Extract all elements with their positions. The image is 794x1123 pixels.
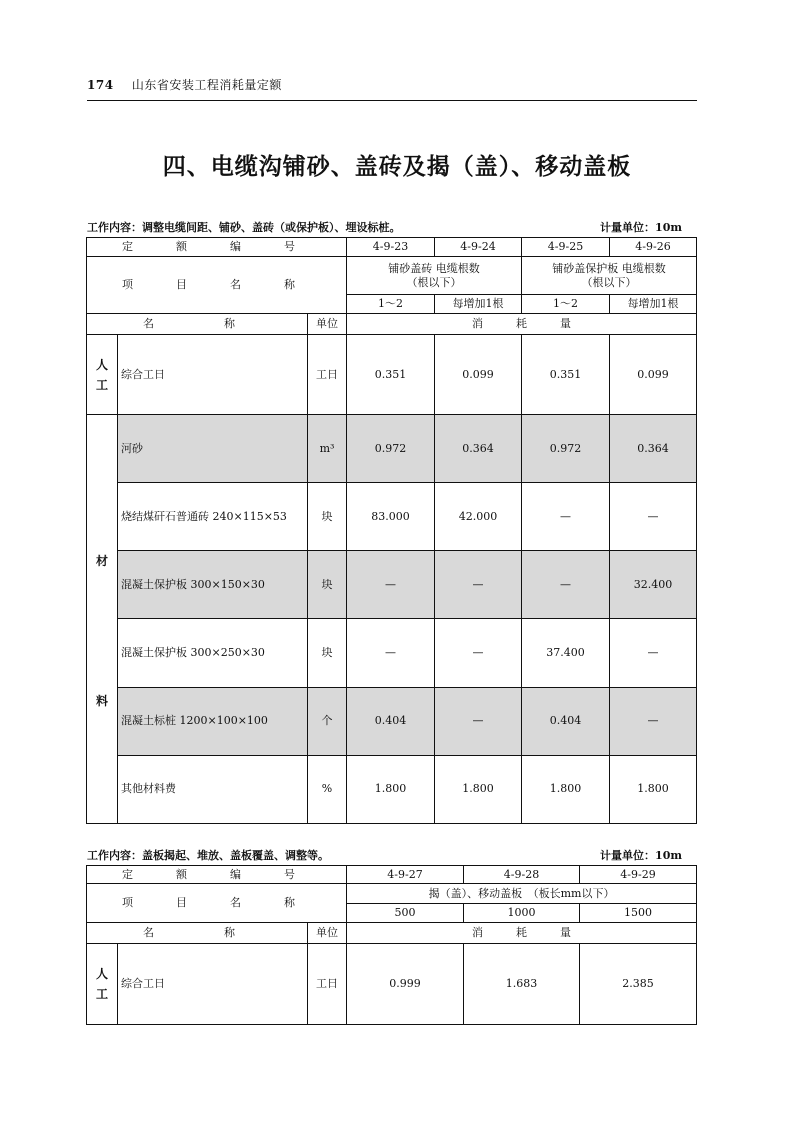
quota-code: 4-9-23	[347, 238, 435, 257]
value-cell: —	[435, 551, 522, 619]
resource-unit: %	[308, 755, 347, 823]
item-name-label: 项 目 名 称	[87, 257, 347, 314]
quota-code: 4-9-25	[522, 238, 610, 257]
resource-unit: m³	[308, 415, 347, 483]
value-cell: 0.364	[610, 415, 697, 483]
quota-code: 4-9-24	[435, 238, 522, 257]
quota-code-label: 定 额 编 号	[87, 238, 347, 257]
quota-code: 4-9-29	[580, 866, 697, 884]
subhead: 每增加1根	[610, 295, 697, 314]
value-cell: 0.351	[347, 335, 435, 415]
value-cell: 0.099	[610, 335, 697, 415]
value-cell: 37.400	[522, 619, 610, 687]
table-row	[87, 483, 697, 551]
name-label: 名 称	[87, 314, 308, 335]
value-cell: 0.099	[435, 335, 522, 415]
resource-unit: 块	[308, 551, 347, 619]
consumption-label: 消 耗 量	[347, 923, 697, 944]
group-header: 揭（盖）、移动盖板 （板长mm以下）	[347, 884, 697, 904]
subhead: 1000	[464, 904, 580, 923]
table-row	[87, 335, 697, 415]
resource-name: 烧结煤矸石普通砖 240×115×53	[118, 483, 308, 551]
value-cell: —	[522, 551, 610, 619]
value-cell: 0.404	[347, 687, 435, 755]
quota-code: 4-9-26	[610, 238, 697, 257]
value-cell: —	[435, 687, 522, 755]
resource-unit: 块	[308, 619, 347, 687]
value-cell: —	[610, 619, 697, 687]
value-cell: —	[347, 619, 435, 687]
value-cell: 1.800	[610, 755, 697, 823]
table-row	[87, 415, 697, 483]
resource-unit: 工日	[308, 944, 347, 1025]
resource-name: 混凝土保护板 300×150×30	[118, 551, 308, 619]
resource-unit: 工日	[308, 335, 347, 415]
value-cell: —	[610, 483, 697, 551]
work-content-1: 工作内容：调整电缆间距、铺砂、盖砖（或保护板）、埋设标桩。	[87, 221, 401, 234]
group-header: 铺砂盖砖 电缆根数 （根以下）	[347, 257, 522, 295]
value-cell: 1.800	[522, 755, 610, 823]
table-row	[87, 619, 697, 687]
book-title: 山东省安装工程消耗量定额	[131, 78, 282, 92]
unit-column-label: 单位	[308, 314, 347, 335]
resource-name: 河砂	[118, 415, 308, 483]
value-cell: 0.404	[522, 687, 610, 755]
category-labor-text: 人工	[95, 357, 108, 392]
value-cell: 32.400	[610, 551, 697, 619]
category-labor	[87, 335, 118, 415]
unit-label-2: 计量单位：10m	[600, 849, 682, 862]
quota-table-1	[86, 237, 697, 824]
category-labor-text: 人工	[95, 967, 108, 1001]
value-cell: 1.800	[347, 755, 435, 823]
category-labor	[87, 944, 118, 1025]
column-header-row	[87, 314, 697, 335]
value-cell: 0.972	[522, 415, 610, 483]
quota-code: 4-9-28	[464, 866, 580, 884]
value-cell: 0.364	[435, 415, 522, 483]
value-cell: 83.000	[347, 483, 435, 551]
resource-name: 综合工日	[118, 335, 308, 415]
subhead: 1～2	[522, 295, 610, 314]
code-row	[87, 238, 697, 257]
value-cell: 1.800	[435, 755, 522, 823]
subhead: 1～2	[347, 295, 435, 314]
table-row	[87, 755, 697, 823]
category-material-bottom: 料	[95, 694, 108, 708]
subhead: 每增加1根	[435, 295, 522, 314]
value-cell: —	[435, 619, 522, 687]
value-cell: 0.972	[347, 415, 435, 483]
resource-name: 综合工日	[118, 944, 308, 1025]
quota-code-label: 定 额 编 号	[87, 866, 347, 884]
value-cell: 42.000	[435, 483, 522, 551]
page-number: 174	[87, 78, 114, 92]
unit-column-label: 单位	[308, 923, 347, 944]
table-row	[87, 551, 697, 619]
value-cell: —	[610, 687, 697, 755]
value-cell: 2.385	[580, 944, 697, 1025]
header-rule	[87, 100, 697, 101]
resource-name: 其他材料费	[118, 755, 308, 823]
resource-name: 混凝土保护板 300×250×30	[118, 619, 308, 687]
subhead: 1500	[580, 904, 697, 923]
unit-label-1: 计量单位：10m	[600, 221, 682, 234]
quota-table-2	[86, 865, 697, 1025]
subhead: 500	[347, 904, 464, 923]
category-material	[87, 415, 118, 824]
table-row	[87, 687, 697, 755]
category-material-top: 材	[95, 554, 108, 568]
resource-unit: 个	[308, 687, 347, 755]
column-header-row	[87, 923, 697, 944]
resource-name: 混凝土标桩 1200×100×100	[118, 687, 308, 755]
group-row	[87, 884, 697, 904]
quota-code: 4-9-27	[347, 866, 464, 884]
value-cell: —	[347, 551, 435, 619]
resource-unit: 块	[308, 483, 347, 551]
value-cell: —	[522, 483, 610, 551]
value-cell: 0.351	[522, 335, 610, 415]
value-cell: 0.999	[347, 944, 464, 1025]
group-row	[87, 257, 697, 295]
name-label: 名 称	[87, 923, 308, 944]
value-cell: 1.683	[464, 944, 580, 1025]
page-header	[87, 76, 282, 93]
consumption-label: 消 耗 量	[347, 314, 697, 335]
section-title: 四、电缆沟铺砂、盖砖及揭（盖）、移动盖板	[162, 154, 632, 180]
code-row	[87, 866, 697, 884]
work-content-2: 工作内容：盖板揭起、堆放、盖板覆盖、调整等。	[87, 849, 329, 862]
table-row	[87, 944, 697, 1025]
group-header: 铺砂盖保护板 电缆根数 （根以下）	[522, 257, 697, 295]
item-name-label: 项 目 名 称	[87, 884, 347, 923]
